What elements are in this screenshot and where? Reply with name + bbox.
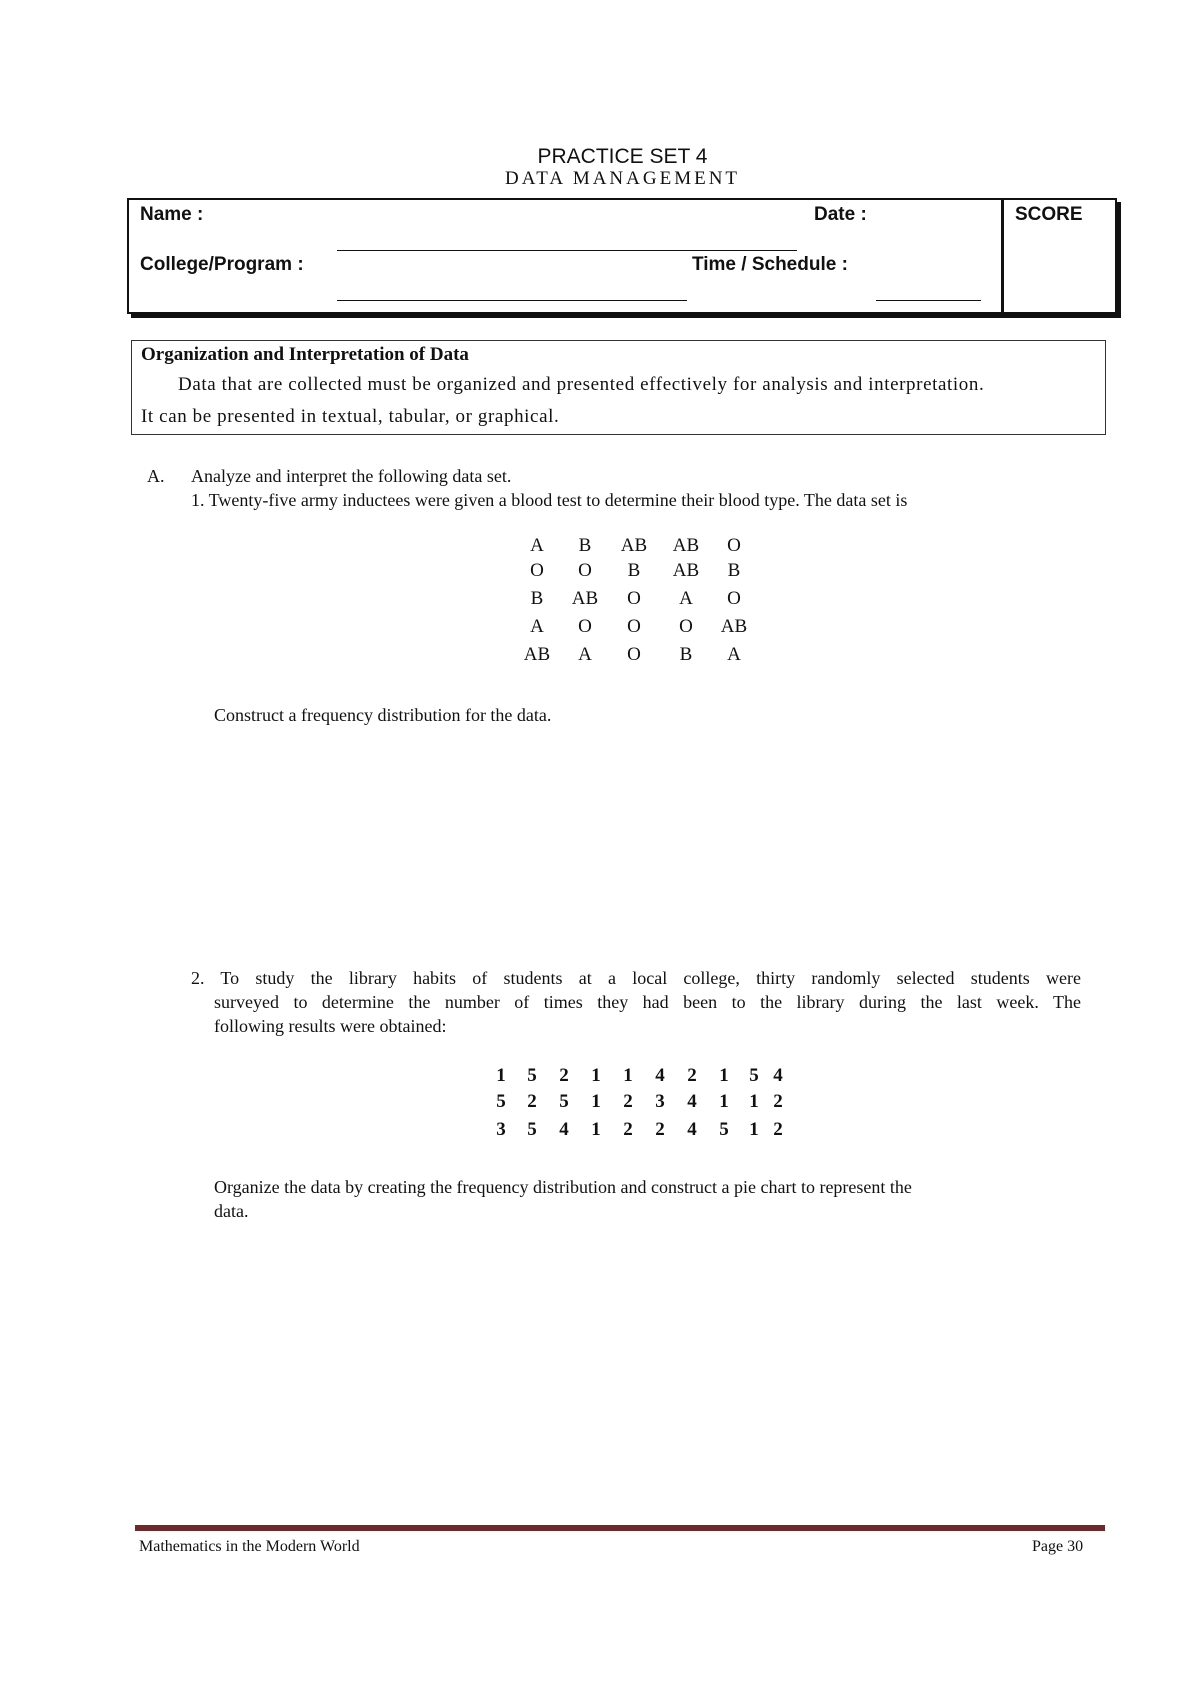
blood-type-cell: AB <box>672 560 700 581</box>
intro-line-2: It can be presented in textual, tabular, or graphical. <box>141 406 560 427</box>
blood-type-cell: A <box>679 588 693 609</box>
library-visits-cell: 4 <box>655 1065 665 1086</box>
blood-type-cell: B <box>530 588 544 609</box>
library-visits-cell: 1 <box>623 1065 633 1086</box>
time-schedule-label: Time / Schedule : <box>692 254 848 275</box>
library-visits-cell: 2 <box>773 1119 783 1140</box>
blood-type-cell: B <box>627 560 641 581</box>
college-program-field[interactable] <box>337 300 687 301</box>
blood-type-cell: B <box>727 560 741 581</box>
question-2-line-1: 2. To study the library habits of students at a local college, thirty randomly selected students were <box>191 968 1081 988</box>
blood-type-cell: O <box>627 616 641 637</box>
blood-type-cell: AB <box>672 535 700 556</box>
page-title: PRACTICE SET 4 <box>537 145 708 168</box>
library-visits-cell: 4 <box>687 1091 697 1112</box>
blood-type-cell: O <box>727 588 741 609</box>
section-heading: Analyze and interpret the following data set. <box>191 466 512 486</box>
blood-type-cell: AB <box>571 588 599 609</box>
library-visits-cell: 1 <box>591 1119 601 1140</box>
library-visits-cell: 2 <box>623 1119 633 1140</box>
library-visits-cell: 5 <box>496 1091 506 1112</box>
question-2-instruction-2: data. <box>214 1201 249 1221</box>
blood-type-cell: O <box>530 560 544 581</box>
library-visits-cell: 1 <box>719 1091 729 1112</box>
library-visits-cell: 4 <box>773 1065 783 1086</box>
library-visits-cell: 2 <box>527 1091 537 1112</box>
library-visits-cell: 5 <box>559 1091 569 1112</box>
library-visits-cell: 4 <box>687 1119 697 1140</box>
library-visits-cell: 5 <box>527 1065 537 1086</box>
library-visits-cell: 3 <box>655 1091 665 1112</box>
intro-title: Organization and Interpretation of Data <box>141 344 469 365</box>
blood-type-cell: O <box>578 560 592 581</box>
box-shadow-right <box>1117 202 1121 318</box>
question-2-line-2: surveyed to determine the number of times they had been to the library during the last week. The <box>214 992 1081 1012</box>
blood-type-cell: AB <box>523 644 551 665</box>
blood-type-cell: AB <box>720 616 748 637</box>
footer-rule <box>135 1525 1105 1531</box>
library-visits-cell: 5 <box>527 1119 537 1140</box>
library-visits-cell: 2 <box>623 1091 633 1112</box>
question-1-text: 1. Twenty-five army inductees were given a blood test to determine their blood type. The data set is <box>191 490 908 510</box>
library-visits-cell: 4 <box>559 1119 569 1140</box>
blood-type-cell: O <box>627 644 641 665</box>
library-visits-cell: 1 <box>719 1065 729 1086</box>
date-label: Date : <box>814 204 867 225</box>
library-visits-cell: 2 <box>655 1119 665 1140</box>
blood-type-cell: B <box>578 535 592 556</box>
blood-type-cell: AB <box>620 535 648 556</box>
section-marker: A. <box>147 466 165 486</box>
blood-type-cell: A <box>530 535 544 556</box>
library-visits-cell: 1 <box>749 1119 759 1140</box>
footer-course: Mathematics in the Modern World <box>139 1538 360 1555</box>
library-visits-cell: 2 <box>687 1065 697 1086</box>
intro-line-1: Data that are collected must be organized and presented effectively for analysis and interpretation. <box>178 374 985 395</box>
library-visits-cell: 1 <box>496 1065 506 1086</box>
blood-type-cell: O <box>578 616 592 637</box>
box-shadow-bottom <box>131 314 1121 318</box>
blood-type-cell: A <box>530 616 544 637</box>
page-subtitle: DATA MANAGEMENT <box>504 168 741 189</box>
library-visits-cell: 1 <box>749 1091 759 1112</box>
score-label: SCORE <box>1015 204 1083 225</box>
name-field[interactable] <box>337 250 797 251</box>
library-visits-cell: 2 <box>559 1065 569 1086</box>
library-visits-cell: 2 <box>773 1091 783 1112</box>
question-2-instruction-1: Organize the data by creating the frequency distribution and construct a pie chart to represent the <box>214 1177 912 1197</box>
library-visits-cell: 1 <box>591 1091 601 1112</box>
library-visits-cell: 5 <box>719 1119 729 1140</box>
question-1-instruction: Construct a frequency distribution for the data. <box>214 705 552 725</box>
question-2-line-3: following results were obtained: <box>214 1016 447 1036</box>
college-program-label: College/Program : <box>140 254 304 275</box>
score-divider <box>1001 198 1004 314</box>
time-schedule-field[interactable] <box>876 300 981 301</box>
footer-page-number: Page 30 <box>1032 1538 1084 1555</box>
blood-type-cell: A <box>578 644 592 665</box>
blood-type-cell: A <box>727 644 741 665</box>
blood-type-cell: O <box>727 535 741 556</box>
library-visits-cell: 3 <box>496 1119 506 1140</box>
library-visits-cell: 1 <box>591 1065 601 1086</box>
name-label: Name : <box>140 204 204 225</box>
library-visits-cell: 5 <box>749 1065 759 1086</box>
blood-type-cell: O <box>679 616 693 637</box>
blood-type-cell: B <box>679 644 693 665</box>
blood-type-cell: O <box>627 588 641 609</box>
